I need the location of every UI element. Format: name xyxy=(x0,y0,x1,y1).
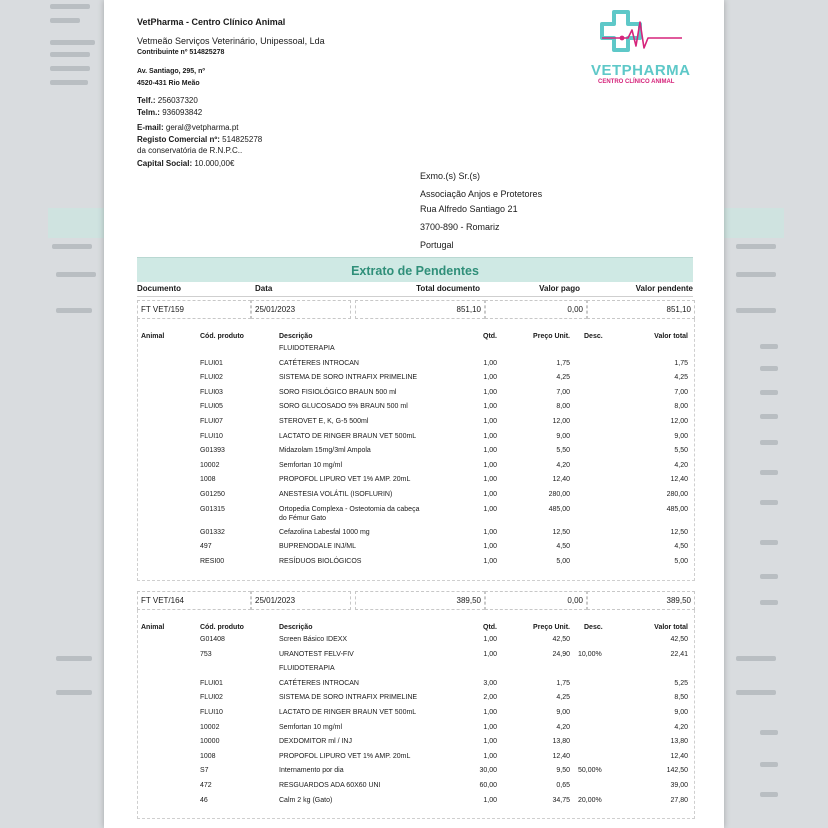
line-descricao: RESGUARDOS ADA 60X60 UNI xyxy=(279,782,381,789)
recipient-name: Associação Anjos e Protetores xyxy=(420,189,543,199)
company-nif xyxy=(137,49,224,56)
line-preco: 4,50 xyxy=(556,543,570,551)
item-header-animal: Animal xyxy=(141,624,165,631)
line-qtd: 1,00 xyxy=(483,528,497,536)
line-qtd: 3,00 xyxy=(483,679,497,687)
line-qtd: 1,00 xyxy=(483,388,497,396)
line-qtd: 60,00 xyxy=(479,782,497,789)
mobile-label: Telm.: xyxy=(137,108,160,117)
capital-label: Capital Social: xyxy=(137,159,193,168)
line-valor: 142,50 xyxy=(666,767,688,775)
line-qtd: 1,00 xyxy=(483,543,497,551)
line-qtd: 1,00 xyxy=(483,491,497,498)
recipient-country: Portugal xyxy=(420,240,454,250)
line-preco: 4,20 xyxy=(556,461,570,469)
doc-summary-box xyxy=(485,591,587,610)
line-preco: 1,75 xyxy=(556,679,570,687)
cross-pulse-icon xyxy=(592,8,692,64)
line-preco: 7,00 xyxy=(556,388,570,396)
line-valor: 22,41 xyxy=(670,650,688,658)
line-preco: 34,75 xyxy=(552,796,570,804)
line-descricao-cont: do Fémur Gato xyxy=(279,514,327,522)
line-valor: 5,25 xyxy=(674,679,688,687)
line-valor: 4,50 xyxy=(674,543,688,551)
item-header-animal: Animal xyxy=(141,333,165,340)
line-valor: 9,00 xyxy=(674,432,688,440)
doc-summary-box xyxy=(587,300,695,319)
background-text-line xyxy=(760,600,778,605)
doc-items-frame xyxy=(137,610,695,819)
doc-summary-box xyxy=(355,300,485,319)
statement-title-band xyxy=(137,257,693,282)
line-descricao: PROPOFOL LIPURO VET 1% AMP. 20mL xyxy=(279,752,411,760)
line-qtd: 1,00 xyxy=(483,738,497,746)
line-valor: 4,20 xyxy=(674,723,688,731)
line-descricao: SORO FISIOLÓGICO BRAUN 500 ml xyxy=(279,388,397,396)
doc-pendente: 851,10 xyxy=(666,305,691,314)
background-text-line xyxy=(50,40,95,45)
background-text-line xyxy=(50,18,80,23)
header-divider xyxy=(137,296,693,297)
company-mobile xyxy=(137,108,202,117)
line-qtd: 30,00 xyxy=(479,767,497,775)
line-desconto: 10,00% xyxy=(578,650,602,658)
line-qtd: 1,00 xyxy=(483,461,497,469)
item-header-codigo: Cód. produto xyxy=(200,333,244,340)
company-email xyxy=(137,123,239,132)
line-codigo: 10002 xyxy=(200,461,220,469)
col-header-total: Total documento xyxy=(416,284,480,293)
background-text-line xyxy=(760,344,778,349)
background-text-line xyxy=(56,308,92,313)
background-text-line xyxy=(760,414,778,419)
line-descricao: Midazolam 15mg/3ml Ampola xyxy=(279,447,371,455)
line-codigo: FLUI10 xyxy=(200,432,223,440)
doc-numero: FT VET/164 xyxy=(141,596,184,605)
background-text-line xyxy=(736,308,776,313)
line-qtd: 1,00 xyxy=(483,418,497,425)
company-registry xyxy=(137,135,262,144)
line-codigo: 497 xyxy=(200,543,212,551)
line-valor: 4,25 xyxy=(674,374,688,382)
line-codigo: S7 xyxy=(200,767,209,775)
line-codigo: FLUI02 xyxy=(200,694,223,702)
company-registry-line2: da conservatória de R.N.P.C.. xyxy=(137,146,243,155)
background-text-line xyxy=(760,574,778,579)
col-header-data: Data xyxy=(255,284,273,293)
line-valor: 9,00 xyxy=(674,709,688,716)
item-header-qtd: Qtd. xyxy=(483,333,497,340)
line-preco: 4,20 xyxy=(556,723,570,731)
line-descricao: CATÉTERES INTROCAN xyxy=(279,679,359,687)
line-valor: 27,80 xyxy=(670,796,688,804)
line-codigo: FLUI01 xyxy=(200,679,223,687)
item-header-preco: Preço Unit. xyxy=(533,333,570,340)
line-valor: 5,00 xyxy=(674,557,688,565)
line-codigo: RESI00 xyxy=(200,557,225,565)
doc-pago: 0,00 xyxy=(567,596,583,605)
line-codigo: 10002 xyxy=(200,723,220,731)
line-valor: 12,40 xyxy=(670,476,688,484)
item-header-qtd: Qtd. xyxy=(483,624,497,631)
line-qtd: 1,00 xyxy=(483,709,497,716)
doc-pendente: 389,50 xyxy=(666,596,691,605)
line-qtd: 1,00 xyxy=(483,752,497,760)
background-text-line xyxy=(760,730,778,735)
line-descricao: CATÉTERES INTROCAN xyxy=(279,359,359,367)
col-header-documento: Documento xyxy=(137,284,181,293)
line-valor: 39,00 xyxy=(670,782,688,789)
line-qtd: 1,00 xyxy=(483,447,497,455)
line-codigo: 753 xyxy=(200,650,212,658)
background-text-line xyxy=(736,272,776,277)
line-descricao: FLUIDOTERAPIA xyxy=(279,345,335,352)
col-header-pendente: Valor pendente xyxy=(635,284,693,293)
doc-items-frame xyxy=(137,319,695,581)
line-valor: 13,80 xyxy=(670,738,688,746)
line-qtd: 1,00 xyxy=(483,476,497,484)
line-codigo: FLUI07 xyxy=(200,418,223,425)
line-preco: 4,25 xyxy=(556,374,570,382)
line-preco: 12,50 xyxy=(552,528,570,536)
item-header-codigo: Cód. produto xyxy=(200,624,244,631)
line-descricao: SISTEMA DE SORO INTRAFIX PRIMELINE xyxy=(279,694,418,702)
line-valor: 280,00 xyxy=(666,491,688,498)
item-header-descricao: Descrição xyxy=(279,333,313,340)
line-preco: 280,00 xyxy=(548,491,570,498)
line-qtd: 1,00 xyxy=(483,432,497,440)
line-codigo: G01332 xyxy=(200,528,225,536)
line-valor: 12,40 xyxy=(670,752,688,760)
line-descricao: SISTEMA DE SORO INTRAFIX PRIMELINE xyxy=(279,374,418,382)
phone-label: Telf.: xyxy=(137,96,156,105)
background-band-right xyxy=(724,208,784,238)
background-text-line xyxy=(760,500,778,505)
line-codigo: G01315 xyxy=(200,505,225,513)
line-descricao: LACTATO DE RINGER BRAUN VET 500mL xyxy=(279,709,417,716)
line-valor: 12,50 xyxy=(670,528,688,536)
capital-value: 10.000,00€ xyxy=(194,159,235,168)
line-descricao: BUPRENODALE INJ/ML xyxy=(279,543,357,551)
line-preco: 0,65 xyxy=(556,782,570,789)
line-codigo: G01408 xyxy=(200,636,225,643)
line-descricao: Semfortan 10 mg/ml xyxy=(279,461,343,469)
doc-total: 851,10 xyxy=(456,305,481,314)
background-text-line xyxy=(56,272,96,277)
background-text-line xyxy=(50,80,88,85)
line-preco: 24,90 xyxy=(552,650,570,658)
background-text-line xyxy=(760,440,778,445)
background-text-line xyxy=(50,52,90,57)
email-value: geral@vetpharma.pt xyxy=(165,123,239,132)
background-text-line xyxy=(50,66,90,71)
background-text-line xyxy=(760,792,778,797)
phone-value: 256037320 xyxy=(157,96,198,105)
line-codigo: 46 xyxy=(200,796,208,804)
line-descricao: LACTATO DE RINGER BRAUN VET 500mL xyxy=(279,432,417,440)
doc-summary-box xyxy=(137,300,251,319)
line-valor: 5,50 xyxy=(674,447,688,455)
line-descricao: PROPOFOL LIPURO VET 1% AMP. 20mL xyxy=(279,476,411,484)
line-descricao: Internamento por dia xyxy=(279,767,344,775)
doc-total: 389,50 xyxy=(456,596,481,605)
background-text-line xyxy=(50,4,90,9)
mobile-value: 936093842 xyxy=(162,108,203,117)
line-qtd: 1,00 xyxy=(483,636,497,643)
logo-tagline: CENTRO CLÍNICO ANIMAL xyxy=(598,79,675,85)
line-qtd: 2,00 xyxy=(483,694,497,702)
background-text-line xyxy=(760,390,778,395)
statement-title: Extrato de Pendentes xyxy=(351,264,479,278)
recipient-postal: 3700-890 - Romariz xyxy=(420,222,500,232)
item-header-desc: Desc. xyxy=(584,333,603,340)
recipient-street: Rua Alfredo Santiago 21 xyxy=(420,204,518,214)
line-qtd: 1,00 xyxy=(483,403,497,411)
line-qtd: 1,00 xyxy=(483,359,497,367)
background-text-line xyxy=(760,540,778,545)
background-text-line xyxy=(736,656,776,661)
item-header-desc: Desc. xyxy=(584,624,603,631)
line-codigo: FLUI03 xyxy=(200,388,223,396)
line-codigo: FLUI02 xyxy=(200,374,223,382)
line-valor: 8,50 xyxy=(674,694,688,702)
registry-value: 514825278 xyxy=(222,135,263,144)
line-preco: 12,00 xyxy=(552,418,570,425)
line-codigo: G01250 xyxy=(200,491,225,498)
doc-summary-box xyxy=(251,591,351,610)
line-preco: 9,00 xyxy=(556,432,570,440)
line-descricao: ANESTESIA VOLÁTIL (ISOFLURIN) xyxy=(279,491,393,498)
col-header-pago: Valor pago xyxy=(539,284,580,293)
background-text-line xyxy=(52,244,92,249)
line-preco: 4,25 xyxy=(556,694,570,702)
recipient-salutation: Exmo.(s) Sr.(s) xyxy=(420,171,480,181)
company-address-line2: 4520-431 Rio Meão xyxy=(137,80,200,87)
line-qtd: 1,00 xyxy=(483,505,497,513)
item-header-descricao: Descrição xyxy=(279,624,313,631)
line-preco: 12,40 xyxy=(552,752,570,760)
line-descricao: RESÍDUOS BIOLÓGICOS xyxy=(279,557,362,565)
doc-summary-box xyxy=(355,591,485,610)
line-valor: 42,50 xyxy=(670,636,688,643)
doc-summary-box xyxy=(485,300,587,319)
line-qtd: 1,00 xyxy=(483,374,497,382)
line-qtd: 1,00 xyxy=(483,557,497,565)
company-name: VetPharma - Centro Clínico Animal xyxy=(137,17,286,27)
line-preco: 1,75 xyxy=(556,359,570,367)
line-preco: 5,50 xyxy=(556,447,570,455)
line-valor: 12,00 xyxy=(670,418,688,425)
doc-summary-box xyxy=(137,591,251,610)
background-text-line xyxy=(760,762,778,767)
line-descricao: URANOTEST FELV-FIV xyxy=(279,650,354,658)
line-codigo: 10000 xyxy=(200,738,220,746)
line-preco: 485,00 xyxy=(548,505,570,513)
line-valor: 8,00 xyxy=(674,403,688,411)
line-qtd: 1,00 xyxy=(483,723,497,731)
line-preco: 12,40 xyxy=(552,476,570,484)
line-codigo: 1008 xyxy=(200,752,216,760)
line-preco: 8,00 xyxy=(556,403,570,411)
line-codigo: 1008 xyxy=(200,476,216,484)
line-descricao: Semfortan 10 mg/ml xyxy=(279,723,343,731)
line-valor: 1,75 xyxy=(674,359,688,367)
line-descricao: Calm 2 kg (Gato) xyxy=(279,796,333,804)
background-band-left xyxy=(48,208,108,238)
company-capital xyxy=(137,159,234,168)
line-valor: 7,00 xyxy=(674,388,688,396)
line-preco: 42,50 xyxy=(552,636,570,643)
line-descricao: Cefazolina Labesfal 1000 mg xyxy=(279,528,370,536)
background-text-line xyxy=(760,366,778,371)
company-legal-name: Vetmeão Serviços Veterinário, Unipessoal, Lda xyxy=(137,36,325,46)
item-header-valor: Valor total xyxy=(654,333,688,340)
line-codigo: G01393 xyxy=(200,447,225,455)
line-descricao: Ortopedia Complexa - Osteotomia da cabeça xyxy=(279,505,420,513)
company-address-line1: Av. Santiago, 295, nº xyxy=(137,68,205,75)
company-phone xyxy=(137,96,198,105)
line-preco: 5,00 xyxy=(556,557,570,565)
background-text-line xyxy=(736,690,776,695)
item-header-valor: Valor total xyxy=(654,624,688,631)
vetpharma-logo xyxy=(592,8,692,88)
doc-numero: FT VET/159 xyxy=(141,305,184,314)
logo-name: VETPHARMA xyxy=(591,62,691,79)
item-header-preco: Preço Unit. xyxy=(533,624,570,631)
doc-data: 25/01/2023 xyxy=(255,596,296,605)
line-valor: 4,20 xyxy=(674,461,688,469)
line-codigo: FLUI10 xyxy=(200,709,223,716)
document-page xyxy=(104,0,724,828)
line-desconto: 20,00% xyxy=(578,796,602,804)
doc-summary-box xyxy=(251,300,351,319)
line-descricao: DEXDOMITOR ml / INJ xyxy=(279,738,352,746)
line-codigo: FLUI01 xyxy=(200,359,223,367)
registry-label: Registo Comercial nº: xyxy=(137,135,220,144)
line-desconto: 50,00% xyxy=(578,767,602,775)
line-preco: 9,50 xyxy=(556,767,570,775)
line-qtd: 1,00 xyxy=(483,796,497,804)
line-preco: 13,80 xyxy=(552,738,570,746)
line-descricao: FLUIDOTERAPIA xyxy=(279,665,335,673)
doc-summary-box xyxy=(587,591,695,610)
email-label: E-mail: xyxy=(137,123,164,132)
line-descricao: Screen Básico IDEXX xyxy=(279,636,348,643)
line-codigo: FLUI05 xyxy=(200,403,223,411)
line-descricao: STEROVET E, K, G-5 500ml xyxy=(279,418,369,425)
line-codigo: 472 xyxy=(200,782,212,789)
doc-pago: 0,00 xyxy=(567,305,583,314)
line-qtd: 1,00 xyxy=(483,650,497,658)
nif-label: Contribuinte nº xyxy=(137,49,188,56)
doc-data: 25/01/2023 xyxy=(255,305,296,314)
background-text-line xyxy=(56,690,92,695)
line-preco: 9,00 xyxy=(556,709,570,716)
background-text-line xyxy=(56,656,92,661)
nif-value: 514825278 xyxy=(189,49,225,56)
background-text-line xyxy=(760,470,778,475)
line-descricao: SORO GLUCOSADO 5% BRAUN 500 ml xyxy=(279,403,408,411)
background-text-line xyxy=(736,244,776,249)
line-valor: 485,00 xyxy=(666,505,688,513)
